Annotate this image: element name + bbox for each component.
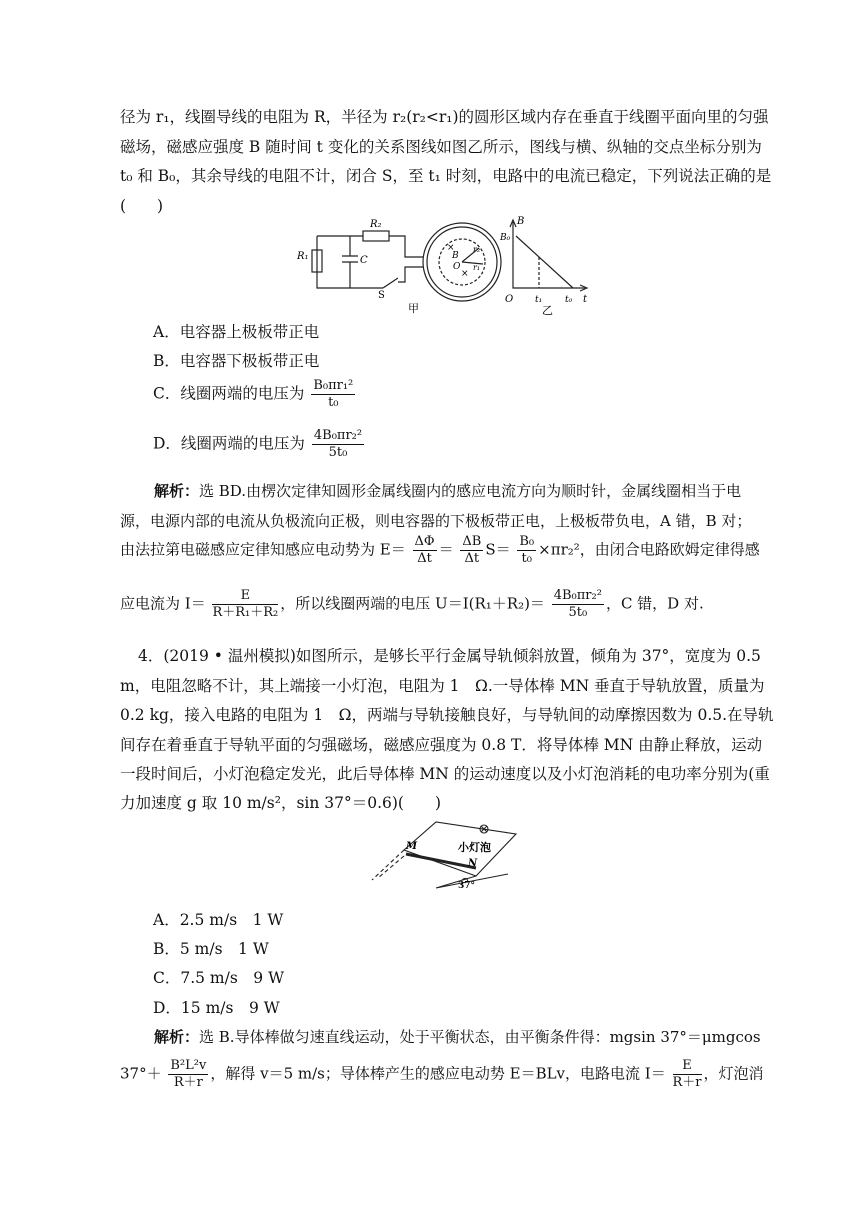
q3-option-c: C．线圈两端的电压为 $\frac{\text{B₀πr₁²}}{\text{t₀}}$ [153,378,354,410]
label-jia: 甲 [408,302,419,315]
svg-text:×: × [447,243,455,253]
q3-stem-line1: 径为 r₁，线圈导线的电阻为 R，半径为 r₂(r₂<r₁)的圆形区域内存在垂直于线圈平面向里的匀强 [120,108,769,126]
q3-solution-line1: 解析：选 BD.由楞次定律知圆形金属线圈内的感应电流方向为顺时针，金属线圈相当于电 [154,482,742,500]
q4-option-b: B．5 m/s 1 W [153,940,269,958]
q4-solution-line1: 解析：选 B.导体棒做匀速直线运动，处于平衡状态，由平衡条件得：mgsin 37°＝μmgcos [154,1028,761,1046]
label-r1: r₁ [473,263,481,272]
q4-solution-line2: 37°＋ $\frac{\text{B²L²v}}{R+r}$ ，解得 v＝5 m/s；导体棒产生的感应电动势 E＝BLv，电路电流 I＝ $\frac{E}{R+r}$ ，灯泡消 [120,1058,764,1090]
q3-stem-line4: ( ) [120,197,164,215]
q3-solution-line4: 应电流为 I＝ $\frac{E}{\text{R＋R₁＋R₂}}$ ，所以线圈两端的电压 U＝I(R₁＋R₂)＝ $\frac{\text{4B₀πr₂²}}{\text{5t₀}}$ ，C 错，D 对. [120,588,704,620]
q3-solution-line3: 由法拉第电磁感应定律知感应电动势为 E＝ $\frac{\Delta\Phi}{\Delta t}$ ＝ $\frac{\Delta B}{\Delta t}$ S＝ $\frac{\text{B₀}}{\text{t₀}}$ ×πr₂²，由闭合电路欧姆定律得感 [120,534,760,566]
label-N: N [468,858,478,869]
origin-label: O [505,294,514,305]
q4-stem-line5: 一段时间后，小灯泡稳定发光，此后导体棒 MN 的运动速度以及小灯泡消耗的电功率分别为(重 [120,765,770,783]
label-t1: t₁ [535,295,543,305]
label-yi: 乙 [542,304,553,317]
label-S: S [378,290,385,301]
label-B0: B₀ [500,233,511,243]
q3-option-a: A．电容器上极板带正电 [153,323,320,341]
q4-stem-line1: 4．(2019 • 温州模拟)如图所示，是够长平行金属导轨倾斜放置，倾角为 37°，宽度为 0.5 [138,647,761,665]
label-lamp: 小灯泡 [458,841,491,854]
q4-stem-line2: m，电阻忽略不计，其上端接一小灯泡，电阻为 1 Ω.一导体棒 MN 垂直于导轨放置，质量为 [120,677,765,695]
axis-B-label: B [517,216,525,227]
q3-option-b: B．电容器下极板带正电 [153,352,320,370]
q3-stem-line2: 磁场，磁感应强度 B 随时间 t 变化的关系图线如图乙所示，图线与横、纵轴的交点坐标分别为 [120,138,762,156]
label-M: M [406,841,418,852]
q3-option-d: D．线圈两端的电压为 $\frac{\text{4B₀πr₂²}}{\text{5t₀}}$ [153,428,363,460]
q4-incline-figure [368,818,518,892]
label-angle: 37° [458,881,476,891]
q3-solution-line2: 源，电源内部的电流从负极流向正极，则电容器的下极板带正电，上极板带负电，A 错，B 对； [120,512,752,530]
label-B-inner: B [452,251,459,261]
q3-circuit-figure [295,212,595,317]
label-R2: R₂ [370,219,382,230]
label-t0: t₀ [565,295,573,305]
q3-stem-line3: t₀ 和 B₀，其余导线的电阻不计，闭合 S，至 t₁ 时刻，电路中的电流已稳定，下列说法正确的是 [120,167,772,185]
axis-t-label: t [583,294,588,305]
label-O-circle: O [453,262,461,272]
q4-stem-line6: 力加速度 g 取 10 m/s²，sin 37°＝0.6)( ) [120,794,442,812]
svg-text:×: × [461,269,469,279]
q4-option-d: D．15 m/s 9 W [153,999,280,1017]
label-r2: r₂ [473,245,481,254]
q4-option-a: A．2.5 m/s 1 W [153,911,284,929]
label-R1: R₁ [297,251,309,262]
q4-stem-line4: 间存在着垂直于导轨平面的匀强磁场，磁感应强度为 0.8 T．将导体棒 MN 由静止释放，运动 [120,736,763,754]
label-C: C [360,255,368,266]
q4-option-c: C．7.5 m/s 9 W [153,969,285,987]
q4-stem-line3: 0.2 kg，接入电路的电阻为 1 Ω，两端与导轨接触良好，与导轨间的动摩擦因数为 0.5.在导轨 [120,706,774,724]
